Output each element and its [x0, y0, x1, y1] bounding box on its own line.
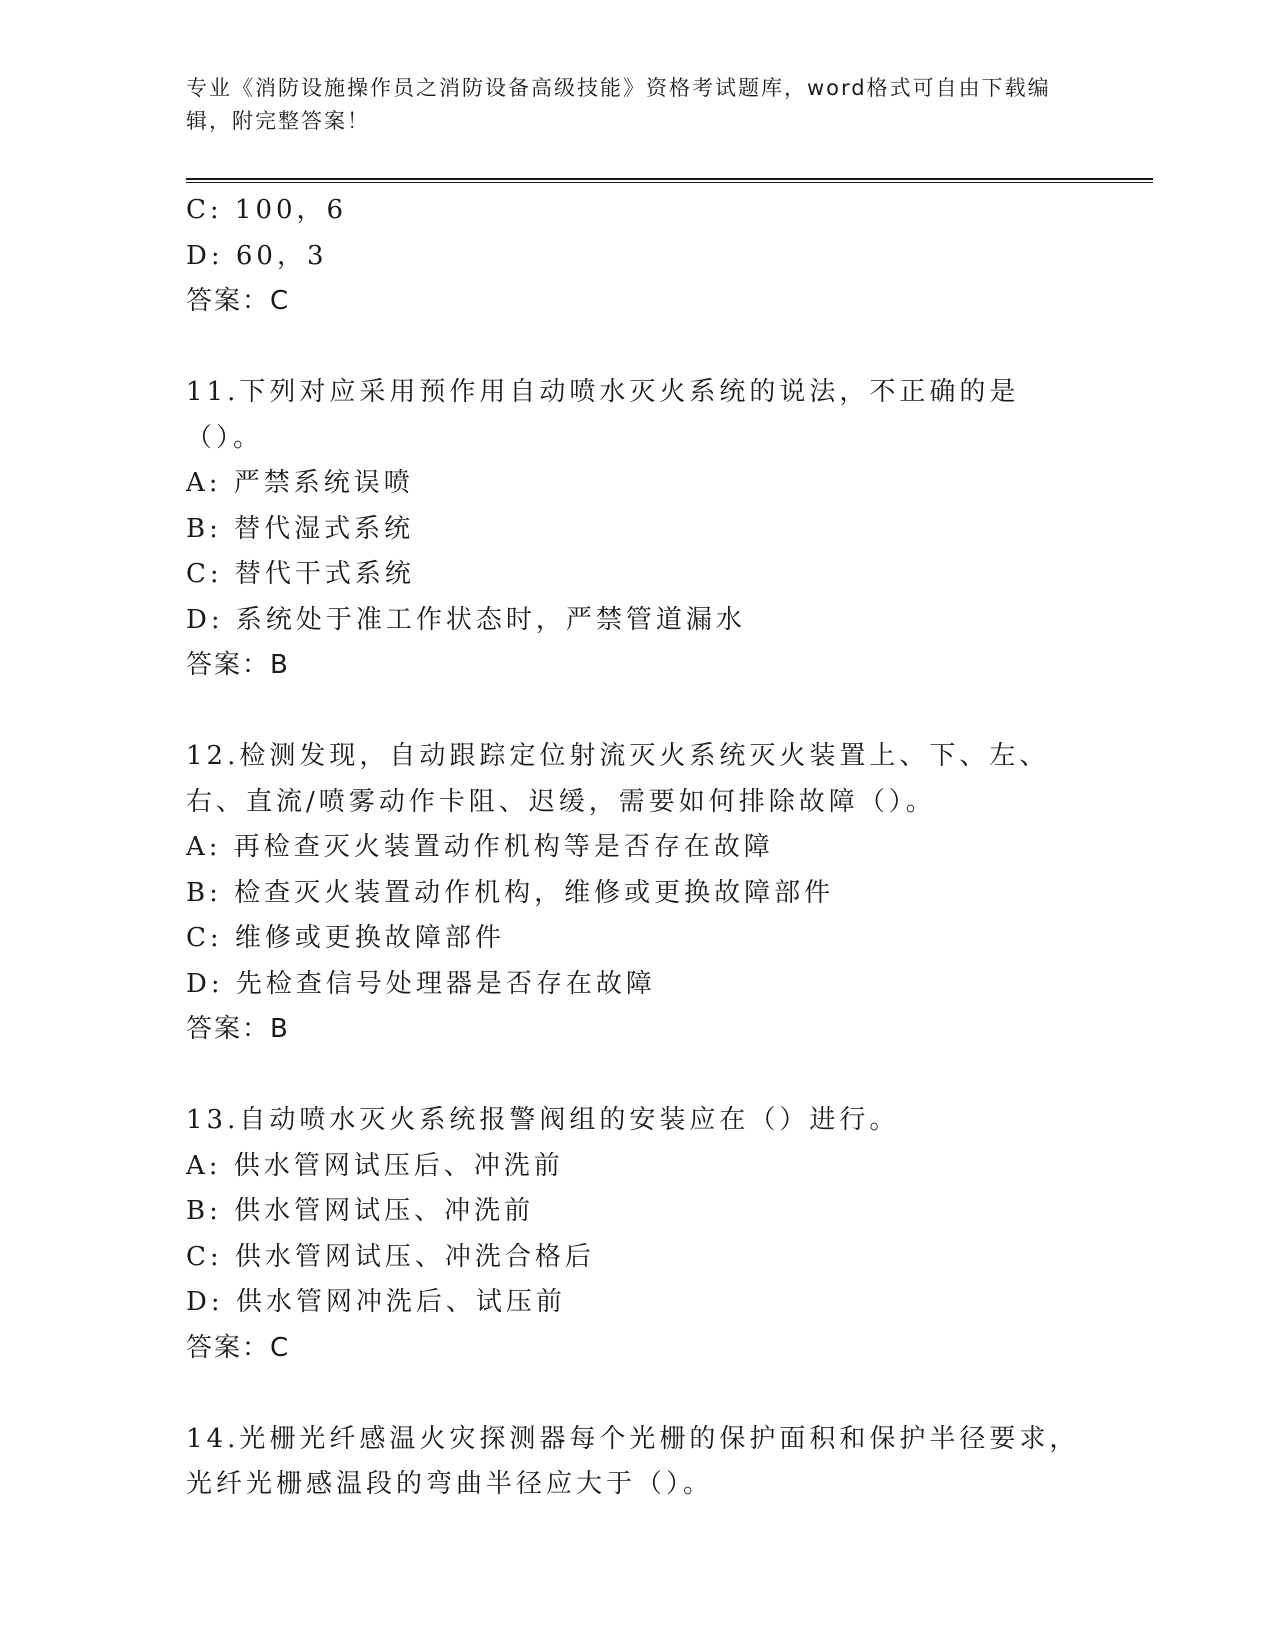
- option-d: D: 供水管网冲洗后、试压前: [186, 1287, 566, 1317]
- option-c: C: 供水管网试压、冲洗合格后: [186, 1241, 595, 1272]
- answer-line: 答案：B: [186, 1014, 290, 1044]
- option-b: B: 供水管网试压、冲洗前: [186, 1196, 535, 1226]
- answer-line: 答案：B: [186, 650, 290, 680]
- question-stem: 12.检测发现，自动跟踪定位射流灭火系统灭火装置上、下、左、右、直流/喷雾动作卡阻、迟缓，需要如何排除故障（）。: [186, 741, 1050, 817]
- question-14: [186, 1417, 1086, 1508]
- option-d: D: 系统处于准工作状态时，严禁管道漏水: [186, 604, 746, 635]
- question-13: [186, 1098, 1086, 1371]
- option-d: D: 先检查信号处理器是否存在故障: [186, 968, 656, 999]
- option-b: B: 替代湿式系统: [186, 513, 415, 544]
- spacer: [186, 1371, 1086, 1417]
- option-d: D: 60，3: [186, 240, 328, 271]
- header-divider: [186, 178, 1153, 183]
- question-11: [186, 370, 1086, 689]
- option-a: A: 再检查灭火装置动作机构等是否存在故障: [186, 832, 774, 862]
- spacer: [186, 1053, 1086, 1099]
- answer-line: 答案：C: [186, 286, 291, 316]
- option-a: A: 供水管网试压后、冲洗前: [186, 1150, 564, 1181]
- question-stem: 14.光栅光纤感温火灾探测器每个光栅的保护面积和保护半径要求，光纤光栅感温段的弯曲半径应大于（）。: [186, 1423, 1080, 1499]
- option-c: C: 替代干式系统: [186, 559, 415, 589]
- option-a: A: 严禁系统误喷: [186, 468, 414, 498]
- page-header-title: 专业《消防设施操作员之消防设备高级技能》资格考试题库，word格式可自由下载编辑，附完整答案！: [186, 76, 1051, 133]
- question-stem: 11.下列对应采用预作用自动喷水灭火系统的说法，不正确的是（）。: [186, 377, 1020, 453]
- question-12: [186, 734, 1086, 1053]
- option-c: C: 100，6: [186, 195, 348, 225]
- question-list: [186, 188, 1086, 1508]
- answer-line: 答案：C: [186, 1332, 291, 1363]
- option-b: B: 检查灭火装置动作机构，维修或更换故障部件: [186, 877, 835, 908]
- carryover-block: [186, 188, 1086, 325]
- option-c: C: 维修或更换故障部件: [186, 923, 505, 953]
- question-stem: 13.自动喷水灭火系统报警阀组的安装应在（）进行。: [186, 1105, 900, 1135]
- spacer: [186, 689, 1086, 735]
- spacer: [186, 325, 1086, 371]
